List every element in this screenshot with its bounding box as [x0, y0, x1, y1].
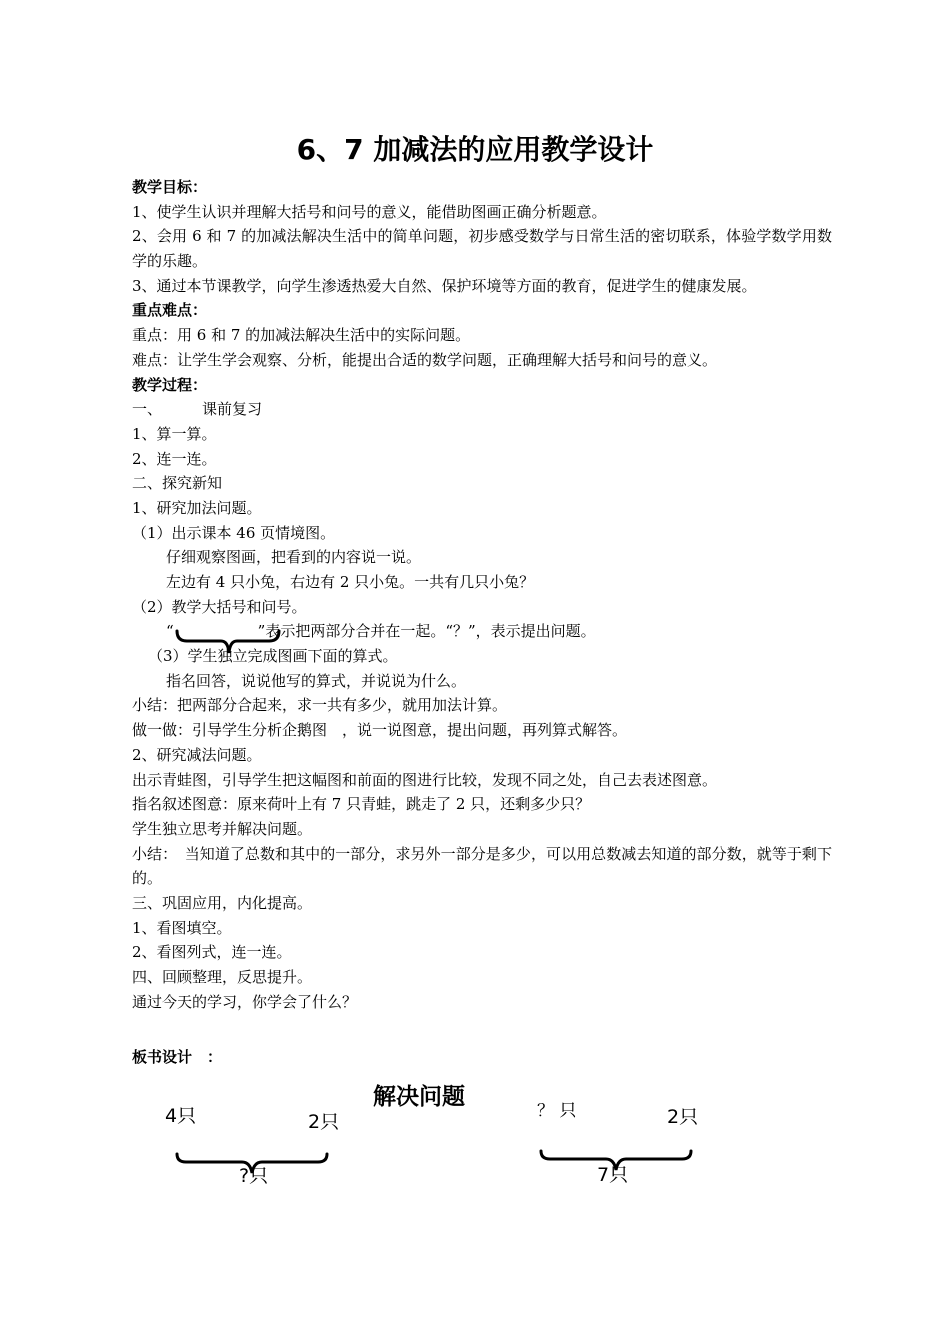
paragraph: [132, 397, 832, 422]
paragraph: 左边有 4 只小兔，右边有 2 只小兔。一共有几只小兔？: [166, 573, 535, 592]
paragraph: 二、探究新知: [132, 474, 223, 493]
section-heading-key-points: 重点难点：: [132, 301, 208, 320]
paragraph: 指名叙述图意：原来荷叶上有 7 只青蛙，跳走了 2 只，还剩多少只？: [132, 795, 591, 814]
paragraph: 难点：让学生学会观察、分析，能提出合适的数学问题，正确理解大括号和问号的意义。: [132, 350, 718, 369]
paragraph: 小结：把两部分合起来，求一共有多少，就用加法计算。: [132, 696, 508, 715]
list-number: 一、: [132, 400, 163, 419]
board-left-part1: 4只: [165, 1105, 197, 1127]
board-design-label: 板书设计 ：: [132, 1048, 223, 1066]
curly-brace-icon: [173, 625, 283, 659]
board-left-total: ?只: [239, 1165, 269, 1187]
paragraph: 通过今天的学习，你学会了什么？: [132, 992, 358, 1011]
paragraph: 小结： 当知道了总数和其中的一部分，求另外一部分是多少，可以用总数减去知道的部分数，就等于剩下的。: [132, 844, 832, 888]
paragraph: 三、巩固应用，内化提高。: [132, 894, 313, 912]
document-title: 6、7 加减法的应用教学设计: [296, 133, 654, 166]
paragraph: 1、使学生认识并理解大括号和问号的意义，能借助图画正确分析题意。: [132, 202, 607, 221]
paragraph: （3）学生独立完成图画下面的算式。: [148, 647, 398, 666]
paragraph: 做一做：引导学生分析企鹅图 ，说一说图意，提出问题，再列算式解答。: [132, 721, 628, 740]
quote-open: “: [166, 622, 174, 641]
board-right-part2: 2只: [667, 1106, 699, 1128]
paragraph: 指名回答，说说他写的算式，并说说为什么。: [166, 671, 467, 690]
paragraph: （2）教学大括号和问号。: [132, 597, 307, 616]
paragraph: 2、会用 6 和 7 的加减法解决生活中的简单问题，初步感受数学与日常生活的密切联系，体验学数学用数学的乐趣。: [132, 227, 832, 271]
brace-explanation: ”表示把两部分合并在一起。“？”，表示提出问题。: [257, 622, 596, 641]
paragraph: 2、研究减法问题。: [132, 745, 262, 764]
paragraph: 出示青蛙图，引导学生把这幅图和前面的图进行比较，发现不同之处，自己去表述图意。: [132, 770, 718, 789]
paragraph: 2、连一连。: [132, 449, 217, 468]
board-left-part2: 2只: [308, 1111, 340, 1133]
paragraph: 1、研究加法问题。: [132, 498, 262, 517]
paragraph: 3、通过本节课教学，向学生渗透热爱大自然、保护环境等方面的教育，促进学生的健康发展。: [132, 276, 757, 295]
section-heading-process: 教学过程：: [132, 375, 208, 394]
paragraph: 重点：用 6 和 7 的加减法解决生活中的实际问题。: [132, 326, 471, 345]
board-right-total: 7只: [597, 1164, 629, 1186]
document-body: [132, 175, 832, 1014]
paragraph: 2、看图列式，连一连。: [132, 943, 292, 962]
paragraph: 四、回顾整理，反思提升。: [132, 968, 313, 987]
list-text: 课前复习: [202, 400, 263, 419]
paragraph: 1、算一算。: [132, 424, 217, 443]
paragraph: 仔细观察图画，把看到的内容说一说。: [166, 548, 422, 567]
board-right-part1: ？ 只: [537, 1101, 577, 1121]
board-title: 解决问题: [373, 1084, 465, 1110]
paragraph: 1、看图填空。: [132, 918, 232, 937]
section-heading-objectives: 教学目标：: [132, 178, 208, 196]
paragraph: （1）出示课本 46 页情境图。: [132, 523, 336, 542]
paragraph: 学生独立思考并解决问题。: [132, 819, 313, 838]
